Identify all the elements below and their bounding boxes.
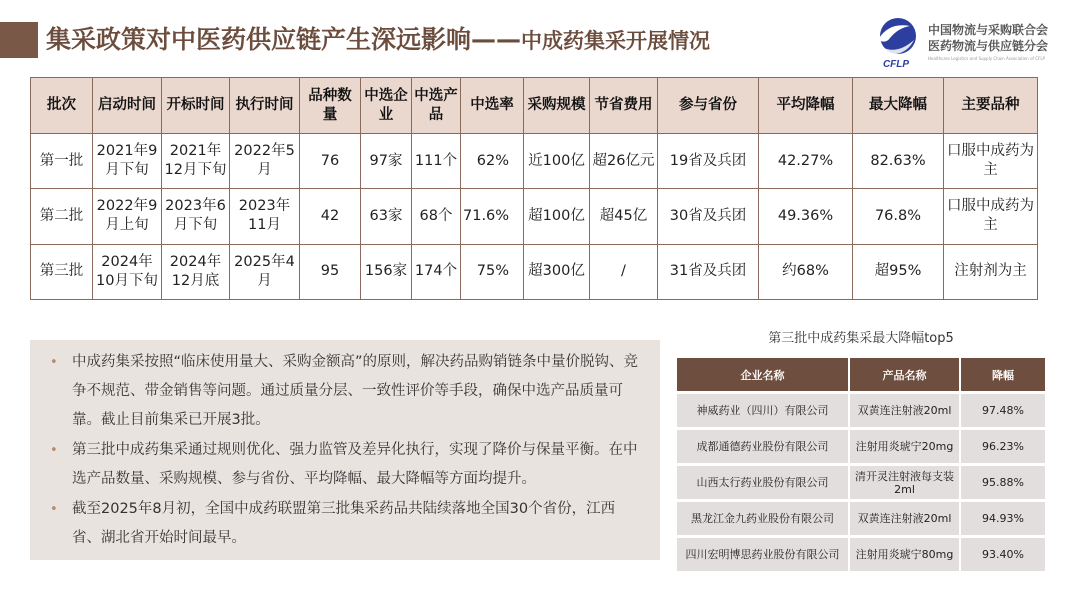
header-cell: 采购规模 <box>524 78 590 134</box>
table-cell: 156家 <box>361 244 412 299</box>
bullet-text: 中成药集采按照“临床使用量大、采购金额高”的原则，解决药品购销链条中量价脱钩、竞争不规范、带金销售等问题。通过质量分层、一致性评价等手段，确保中选产品质量可靠。截止目前集采已开展3批。 <box>72 354 639 428</box>
bullet-dot-icon: • <box>50 502 58 517</box>
table-cell: 超26亿元 <box>590 134 658 189</box>
product-cell: 双黄连注射液20ml <box>850 502 961 535</box>
table-cell: 97家 <box>361 134 412 189</box>
table-cell: / <box>590 244 658 299</box>
page-title <box>46 22 710 58</box>
table-row <box>677 466 1045 499</box>
header-cell: 降幅 <box>961 358 1045 391</box>
top5-header-row <box>677 358 1045 391</box>
org-name <box>928 22 1048 62</box>
table-row <box>31 189 1038 244</box>
table-cell: 71.6% <box>461 189 524 244</box>
header-cell: 产品名称 <box>850 358 961 391</box>
table-row <box>677 538 1045 571</box>
header-cell: 执行时间 <box>230 78 300 134</box>
org-line1: 中国物流与采购联合会 <box>928 23 1049 37</box>
table-cell: 111个 <box>412 134 461 189</box>
bullet-text: 截至2025年8月初，全国中成药联盟第三批集采药品共陆续落地全国30个省份，江西省、湖北省开始时间最早。 <box>72 501 616 546</box>
table-row <box>31 244 1038 299</box>
list-item <box>50 348 642 435</box>
table-cell: 第一批 <box>31 134 93 189</box>
company-cell: 四川宏明博思药业股份有限公司 <box>677 538 850 571</box>
page-title-main: 集采政策对中医药供应链产生深远影响—— <box>46 25 522 54</box>
batch-table <box>30 77 1038 300</box>
table-cell: 2023年11月 <box>230 189 300 244</box>
table-cell: 超300亿 <box>524 244 590 299</box>
drop-cell: 96.23% <box>961 430 1045 463</box>
table-cell: 注射剂为主 <box>944 244 1038 299</box>
company-cell: 成都通德药业股份有限公司 <box>677 430 850 463</box>
table-cell: 2022年5月 <box>230 134 300 189</box>
table-header-row <box>31 78 1038 134</box>
company-cell: 黑龙江金九药业股份有限公司 <box>677 502 850 535</box>
drop-cell: 97.48% <box>961 394 1045 427</box>
header-cell: 中选产品 <box>412 78 461 134</box>
header-cell: 参与省份 <box>658 78 759 134</box>
table-cell: 68个 <box>412 189 461 244</box>
table-cell: 口服中成药为主 <box>944 189 1038 244</box>
table-cell: 2021年9月下旬 <box>93 134 162 189</box>
table-cell: 超45亿 <box>590 189 658 244</box>
drop-cell: 93.40% <box>961 538 1045 571</box>
table-row <box>31 134 1038 189</box>
company-cell: 山西太行药业股份有限公司 <box>677 466 850 499</box>
header-cell: 中选企业 <box>361 78 412 134</box>
table-cell: 31省及兵团 <box>658 244 759 299</box>
org-line2: 医药物流与供应链分会 <box>928 39 1049 53</box>
header-cell: 开标时间 <box>162 78 230 134</box>
table-cell: 超95% <box>853 244 944 299</box>
table-cell: 2025年4月 <box>230 244 300 299</box>
drop-cell: 95.88% <box>961 466 1045 499</box>
table-cell: 2024年10月下旬 <box>93 244 162 299</box>
top5-title: 第三批中成药集采最大降幅top5 <box>768 331 954 346</box>
cflp-logo-icon <box>868 14 924 70</box>
table-cell: 第二批 <box>31 189 93 244</box>
table-cell: 82.63% <box>853 134 944 189</box>
table-cell: 42.27% <box>759 134 853 189</box>
list-item <box>50 495 642 553</box>
table-cell: 近100亿 <box>524 134 590 189</box>
bullet-dot-icon: • <box>50 355 58 370</box>
table-cell: 75% <box>461 244 524 299</box>
company-cell: 神威药业（四川）有限公司 <box>677 394 850 427</box>
table-cell: 第三批 <box>31 244 93 299</box>
table-row <box>677 430 1045 463</box>
title-accent-bar <box>0 22 38 58</box>
table-row <box>677 502 1045 535</box>
table-cell: 2023年6月下旬 <box>162 189 230 244</box>
table-cell: 76.8% <box>853 189 944 244</box>
page-subtitle: 中成药集采开展情况 <box>521 29 711 53</box>
top5-table <box>677 355 1045 574</box>
table-cell: 49.36% <box>759 189 853 244</box>
list-item <box>50 436 642 494</box>
table-row <box>677 394 1045 427</box>
table-cell: 62% <box>461 134 524 189</box>
header-cell: 品种数量 <box>300 78 361 134</box>
table-cell: 76 <box>300 134 361 189</box>
logo-text: CFLP <box>882 59 910 70</box>
table-cell: 174个 <box>412 244 461 299</box>
product-cell: 注射用炎琥宁80mg <box>850 538 961 571</box>
summary-box <box>30 340 660 560</box>
product-cell: 双黄连注射液20ml <box>850 394 961 427</box>
table-cell: 口服中成药为主 <box>944 134 1038 189</box>
table-cell: 42 <box>300 189 361 244</box>
bullet-dot-icon: • <box>50 443 58 458</box>
table-cell: 2022年9月上旬 <box>93 189 162 244</box>
table-cell: 2021年12月下旬 <box>162 134 230 189</box>
table-cell: 超100亿 <box>524 189 590 244</box>
table-cell: 约68% <box>759 244 853 299</box>
header-cell: 最大降幅 <box>853 78 944 134</box>
drop-cell: 94.93% <box>961 502 1045 535</box>
header-cell: 企业名称 <box>677 358 850 391</box>
header-cell: 启动时间 <box>93 78 162 134</box>
header-cell: 主要品种 <box>944 78 1038 134</box>
header-cell: 批次 <box>31 78 93 134</box>
table-cell: 19省及兵团 <box>658 134 759 189</box>
org-english: Healthcare Logistics and Supply Chain Association of CFLP <box>928 56 1045 61</box>
product-cell: 注射用炎琥宁20mg <box>850 430 961 463</box>
product-cell: 清开灵注射液每支装2ml <box>850 466 961 499</box>
bullet-text: 第三批中成药集采通过规则优化、强力监管及差异化执行，实现了降价与保量平衡。在中选产品数量、采购规模、参与省份、平均降幅、最大降幅等方面均提升。 <box>72 442 638 487</box>
header-cell: 平均降幅 <box>759 78 853 134</box>
header-cell: 节省费用 <box>590 78 658 134</box>
header-cell: 中选率 <box>461 78 524 134</box>
table-cell: 63家 <box>361 189 412 244</box>
table-cell: 2024年12月底 <box>162 244 230 299</box>
table-cell: 95 <box>300 244 361 299</box>
table-cell: 30省及兵团 <box>658 189 759 244</box>
